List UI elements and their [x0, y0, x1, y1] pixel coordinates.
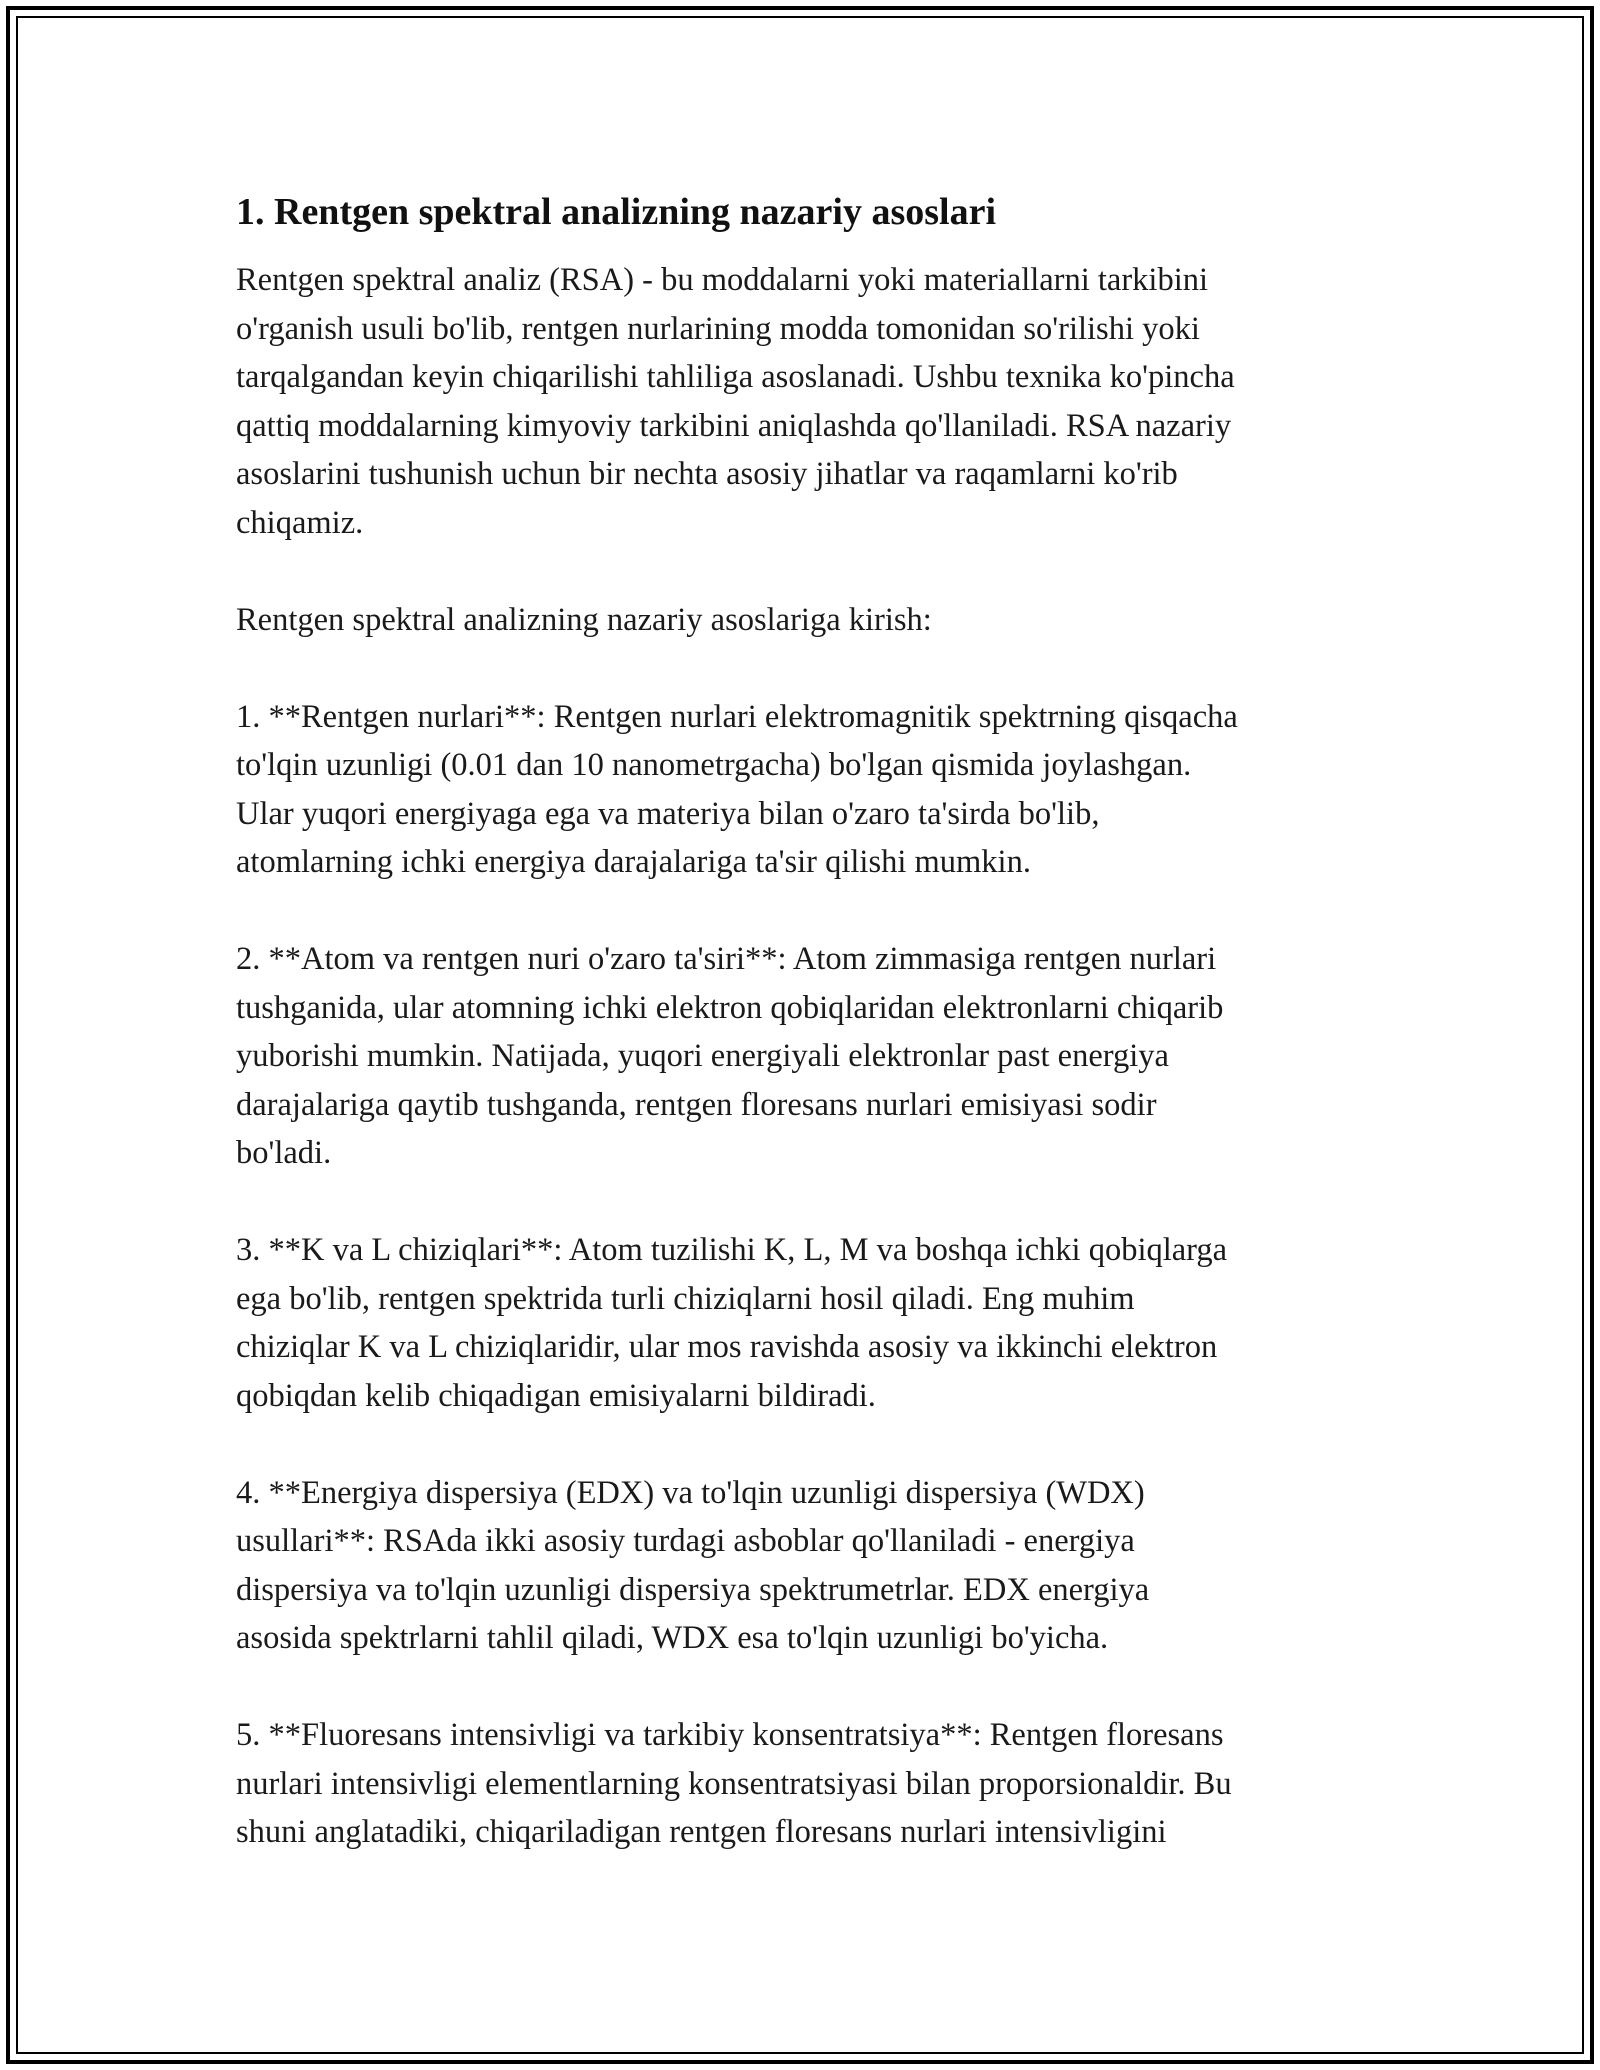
list-item-2: [236, 935, 1386, 1178]
text-line: darajalariga qaytib tushganda, rentgen floresans nurlari emisiyasi sodir: [236, 1086, 1157, 1123]
text-line: 4. **Energiya dispersiya (EDX) va to'lqin uzunligi dispersiya (WDX): [236, 1474, 1145, 1511]
text-line: asoslarini tushunish uchun bir nechta asosiy jihatlar va raqamlarni ko'rib: [236, 456, 1178, 492]
text-line: chiqamiz.: [236, 504, 364, 541]
text-line: to'lqin uzunligi (0.01 dan 10 nanometrgacha) bo'lgan qismida joylashgan.: [236, 747, 1192, 783]
text-line: chiziqlar K va L chiziqlaridir, ular mos ravishda asosiy va ikkinchi elektron: [236, 1329, 1218, 1365]
document-body: [236, 186, 1386, 1905]
text-line: 3. **K va L chiziqlari**: Atom tuzilishi K, L, M va boshqa ichki qobiqlarga: [236, 1232, 1228, 1268]
text-line: 1. **Rentgen nurlari**: Rentgen nurlari elektromagnitik spektrning qisqacha: [236, 698, 1238, 735]
text-line: Rentgen spektral analizning nazariy asoslariga kirish:: [236, 601, 932, 638]
text-line: 5. **Fluoresans intensivligi va tarkibiy konsentratsiya**: Rentgen floresans: [236, 1717, 1224, 1753]
text-line: usullari**: RSAda ikki asosiy turdagi asboblar qo'llaniladi - energiya: [236, 1523, 1135, 1559]
text-line: nurlari intensivligi elementlarning konsentratsiyasi bilan proporsionaldir. Bu: [236, 1765, 1232, 1802]
text-line: dispersiya va to'lqin uzunligi dispersiya spektrumetrlar. EDX energiya: [236, 1571, 1150, 1608]
text-line: yuborishi mumkin. Natijada, yuqori energiyali elektronlar past energiya: [236, 1038, 1169, 1074]
text-line: o'rganish usuli bo'lib, rentgen nurlarining modda tomonidan so'rilishi yoki: [236, 310, 1200, 347]
text-line: tushganida, ular atomning ichki elektron qobiqlaridan elektronlarni chiqarib: [236, 989, 1224, 1026]
list-item-4: [236, 1469, 1386, 1663]
text-line: tarqalgandan keyin chiqarilishi tahliliga asoslanadi. Ushbu texnika ko'pincha: [236, 359, 1235, 395]
list-item-1: [236, 693, 1386, 887]
text-line: Rentgen spektral analiz (RSA) - bu moddalarni yoki materiallarni tarkibini: [236, 262, 1209, 298]
list-item-3: [236, 1226, 1386, 1420]
page-title: 1. Rentgen spektral analizning nazariy asoslari: [236, 191, 997, 233]
text-line: asosida spektrlarni tahlil qiladi, WDX esa to'lqin uzunligi bo'yicha.: [236, 1620, 1109, 1656]
list-item-5: [236, 1711, 1386, 1857]
paragraph-lead-in: [236, 596, 1386, 645]
paragraph-intro: [236, 256, 1386, 547]
text-line: 2. **Atom va rentgen nuri o'zaro ta'siri**: Atom zimmasiga rentgen nurlari: [236, 941, 1217, 977]
text-line: ega bo'lib, rentgen spektrida turli chiziqlarni hosil qiladi. Eng muhim: [236, 1280, 1135, 1317]
text-line: shuni anglatadiki, chiqariladigan rentgen floresans nurlari intensivligini: [236, 1814, 1167, 1850]
text-line: bo'ladi.: [236, 1135, 332, 1171]
text-line: Ular yuqori energiyaga ega va materiya bilan o'zaro ta'sirda bo'lib,: [236, 795, 1100, 832]
text-line: qattiq moddalarning kimyoviy tarkibini aniqlashda qo'llaniladi. RSA nazariy: [236, 407, 1232, 444]
text-line: atomlarning ichki energiya darajalariga ta'sir qilishi mumkin.: [236, 844, 1031, 880]
text-line: qobiqdan kelib chiqadigan emisiyalarni bildiradi.: [236, 1377, 876, 1414]
